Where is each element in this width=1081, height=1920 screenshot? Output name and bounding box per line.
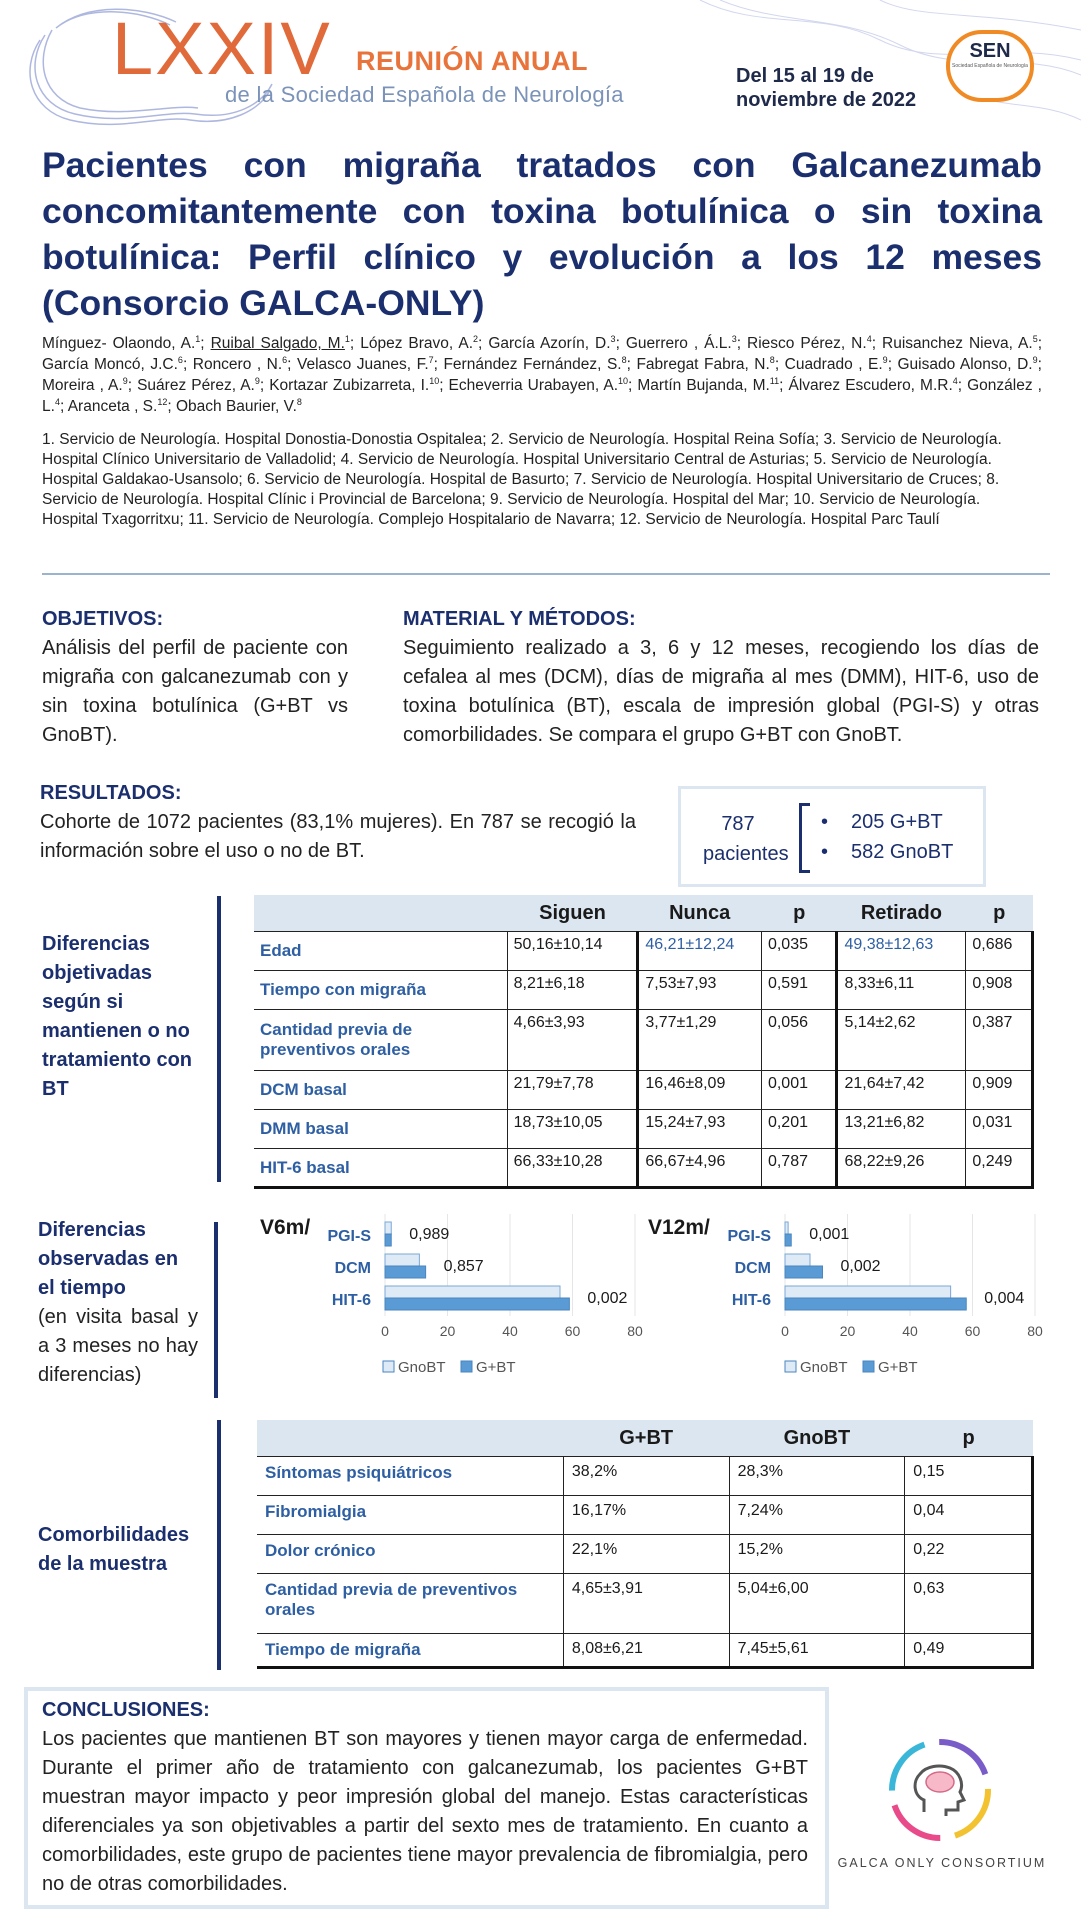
legend-swatch	[863, 1361, 874, 1372]
author-name-text: Ruibal Salgado, M.	[210, 335, 345, 352]
x-tick-label: 40	[502, 1323, 518, 1339]
legend-label: GnoBT	[398, 1359, 446, 1376]
cohort-groups	[821, 807, 953, 867]
table-cell: 5,14±2,62	[837, 1010, 966, 1071]
table-cell: 22,1%	[563, 1535, 729, 1574]
section-bar	[217, 1420, 221, 1670]
row-label: HIT-6 basal	[254, 1149, 507, 1188]
legend-swatch	[461, 1361, 472, 1372]
x-tick-label: 20	[839, 1323, 856, 1339]
bar-gplusbt	[385, 1298, 569, 1310]
table-cell: 15,24±7,93	[638, 1110, 762, 1149]
table1-side-label: Diferencias objetivadas según si mantienen o no tratamiento con BT	[42, 933, 193, 1100]
author-affiliation-number: 12	[157, 396, 168, 407]
table-cell: 8,33±6,11	[837, 971, 966, 1010]
author-affiliation-number: 8	[296, 396, 302, 407]
author-affiliation-number: 4	[952, 375, 958, 386]
author-affiliation-number: 8	[621, 354, 627, 365]
author-affiliation-number: 9	[122, 375, 128, 386]
society-name: de la Sociedad Española de Neurología	[225, 82, 624, 107]
congress-number: LXXIV	[112, 7, 332, 90]
author-affiliation-number: 10	[429, 375, 440, 386]
table-cell: 8,08±6,21	[563, 1634, 729, 1668]
table-cell: 0,056	[761, 1010, 837, 1071]
cohort-box	[678, 786, 986, 887]
author-affiliation-number: 11	[769, 375, 780, 386]
table-cell: 3,77±1,29	[638, 1010, 762, 1071]
bar-gplusbt	[385, 1234, 391, 1246]
author-name	[637, 377, 779, 394]
author-affiliation-number: 5	[1032, 333, 1038, 344]
table-header-cell: p	[761, 895, 837, 932]
metodos-heading: MATERIAL Y MÉTODOS:	[403, 608, 636, 630]
author-name-text: Fernández Fernández, S.	[443, 356, 622, 373]
author-affiliation-number: 1	[344, 333, 350, 344]
p-value-label: 0,989	[409, 1226, 450, 1243]
table-cell: 46,21±12,24	[638, 932, 762, 971]
author-name-text: García Azorín, D.	[488, 335, 611, 352]
resultados-heading: RESULTADOS:	[40, 782, 182, 804]
bar-gplusbt	[785, 1266, 823, 1278]
author-name-text: Moreira , A.	[42, 377, 123, 394]
chart-title: V6m/	[260, 1216, 311, 1239]
category-label: HIT-6	[731, 1292, 771, 1309]
p-value-label: 0,004	[984, 1290, 1025, 1307]
row-label: Tiempo de migraña	[257, 1634, 563, 1668]
table-cell: 16,17%	[563, 1496, 729, 1535]
category-label: DCM	[734, 1260, 771, 1277]
author-affiliation-number: 3	[731, 333, 737, 344]
table-header-cell: GnoBT	[729, 1420, 905, 1457]
bar-gnobt	[385, 1222, 391, 1234]
author-affiliation-number: 2	[473, 333, 479, 344]
author-name	[788, 377, 957, 394]
bt-differences-table	[254, 895, 1034, 1189]
author-name	[42, 356, 183, 373]
bar-gnobt	[785, 1222, 788, 1234]
comorbidities-table	[257, 1420, 1034, 1669]
author-name	[360, 335, 478, 352]
x-tick-label: 0	[381, 1323, 389, 1339]
author-name-text: Riesco Pérez, N.	[747, 335, 867, 352]
author-name-text: Cuadrado , E.	[784, 356, 883, 373]
author-name	[898, 356, 1038, 373]
author-name-text: Mínguez- Olaondo, A.	[42, 335, 196, 352]
x-tick-label: 40	[902, 1323, 918, 1339]
table2-side-label: Comorbilidades de la muestra	[38, 1524, 190, 1575]
author-name-text: Aranceta , S.	[67, 398, 158, 415]
resultados-text: Cohorte de 1072 pacientes (83,1% mujeres). En 787 se recogió la información sobre el uso o no de BT.	[40, 811, 636, 862]
author-name	[137, 377, 260, 394]
table-cell: 21,79±7,78	[507, 1071, 638, 1110]
author-name	[449, 377, 628, 394]
row-label: DCM basal	[254, 1071, 507, 1110]
congress-dates	[736, 64, 916, 112]
category-label: HIT-6	[331, 1292, 371, 1309]
row-label: Fibromialgia	[257, 1496, 563, 1535]
table-cell: 5,04±6,00	[729, 1574, 905, 1634]
row-label: Edad	[254, 932, 507, 971]
author-affiliation-number: 6	[177, 354, 183, 365]
table-cell: 0,001	[761, 1071, 837, 1110]
bullet-icon: •	[821, 811, 829, 833]
author-name	[626, 335, 737, 352]
table-row	[257, 1634, 1033, 1668]
bar-gnobt	[385, 1254, 419, 1266]
sen-logo-subtext: Sociedad Española de Neurología	[952, 63, 1028, 69]
author-name	[882, 335, 1038, 352]
chart-v12m	[643, 1212, 1043, 1397]
x-tick-label: 80	[627, 1323, 643, 1339]
bar-gnobt	[785, 1254, 810, 1266]
table-cell: 0,04	[905, 1496, 1033, 1535]
table-cell: 7,24%	[729, 1496, 905, 1535]
author-name	[176, 398, 302, 415]
table-cell: 21,64±7,42	[837, 1071, 966, 1110]
table-header-cell	[257, 1420, 563, 1457]
consortium-name: GALCA ONLY CONSORTIUM	[837, 1856, 1047, 1870]
chart-v6m	[255, 1212, 645, 1397]
section-divider	[42, 573, 1050, 575]
chart-title: V12m/	[648, 1216, 710, 1239]
cohort-group-label: 582 GnoBT	[851, 841, 954, 863]
table-row	[257, 1535, 1033, 1574]
table-cell: 8,21±6,18	[507, 971, 638, 1010]
objetivos-heading: OBJETIVOS:	[42, 608, 164, 630]
bar-gplusbt	[785, 1234, 791, 1246]
p-value-label: 0,857	[443, 1258, 484, 1275]
author-name	[443, 356, 626, 373]
table-cell: 0,15	[905, 1457, 1033, 1496]
metodos-text: Seguimiento realizado a 3, 6 y 12 meses, recogiendo los días de cefalea al mes (DCM), días de migraña al mes (DMM), HIT-6, uso de toxina botulínica (BT), escala de impresión global (PGI-S) y otras comorbilidades. Se compara el grupo G+BT con GnoBT.	[403, 637, 1039, 746]
legend-swatch	[785, 1361, 796, 1372]
table-row	[254, 1071, 1033, 1110]
author-name	[211, 335, 350, 352]
author-name-text: Guisado Alonso, D.	[897, 356, 1033, 373]
table-header-cell: Retirado	[837, 895, 966, 932]
table-cell: 49,38±12,63	[837, 932, 966, 971]
charts-side-label-note: (en visita basal y a 3 meses no hay diferencias)	[38, 1306, 198, 1386]
conclusiones-text: Los pacientes que mantienen BT son mayores y tienen mayor carga de enfermedad. Durante el primer año de tratamiento con galcanezumab, los pacientes G+BT muestran mayor impacto y peor impresión global del manejo. Estas características diferenciales ya son objetivables a partir del sexto mes de tratamiento. En cuanto a comorbilidades, este grupo de pacientes tiene mayor prevalencia de fibromialgia, pero no de otras comorbilidades.	[42, 1728, 808, 1895]
bar-gplusbt	[785, 1298, 966, 1310]
table-cell: 18,73±10,05	[507, 1110, 638, 1149]
table-cell: 0,909	[966, 1071, 1033, 1110]
cohort-group-item	[821, 837, 953, 867]
table-header-cell: G+BT	[563, 1420, 729, 1457]
table-cell: 0,249	[966, 1149, 1033, 1188]
author-name-text: Echeverria Urabayen, A.	[448, 377, 619, 394]
galca-brain-logo-icon	[880, 1730, 1000, 1850]
legend-label: G+BT	[878, 1359, 918, 1376]
p-value-label: 0,002	[840, 1258, 881, 1275]
dates-line-2: noviembre de 2022	[736, 89, 917, 111]
p-value-label: 0,002	[587, 1290, 628, 1307]
affiliations: 1. Servicio de Neurología. Hospital Donostia-Donostia Ospitalea; 2. Servicio de Neurología. Hospital Reina Sofía; 3. Servicio de Neurología. Hospital Clínico Universitario de Valladolid; 4. Servicio de Neurología. Hospital Universitario Central de Asturias; 5. Servicio de Neurología. Hospital Galdakao-Usansolo; 6. Servicio de Neurología. Hospital de Basurto; 7. Servicio de Neurología. Hospital Universitario de Cruces; 8. Servicio de Neurología. Hospital Clínic i Provincial de Barcelona; 9. Servicio de Neurología. Hospital del Mar; 10. Servicio de Neurología. Hospital Txagorritxu; 11. Servicio de Neurología. Complejo Hospitalario de Navarra; 12. Servicio de Neurología. Hospital Parc Taulí	[42, 431, 1002, 528]
table-row	[257, 1457, 1033, 1496]
sen-logo	[946, 30, 1034, 102]
table-cell: 15,2%	[729, 1535, 905, 1574]
author-name	[636, 356, 774, 373]
table-cell: 7,45±5,61	[729, 1634, 905, 1668]
author-name-text: Kortazar Zubizarreta, I.	[269, 377, 430, 394]
table-cell: 0,035	[761, 932, 837, 971]
table-cell: 28,3%	[729, 1457, 905, 1496]
author-affiliation-number: 4	[866, 333, 872, 344]
category-label: PGI-S	[727, 1228, 771, 1245]
author-name-text: Martín Bujanda, M.	[637, 377, 770, 394]
table-cell: 68,22±9,26	[837, 1149, 966, 1188]
author-name	[488, 335, 615, 352]
cohort-number: 787	[721, 813, 755, 835]
author-name-text: Roncero , N.	[192, 356, 283, 373]
author-affiliation-number: 4	[54, 396, 60, 407]
section-bar	[214, 1222, 218, 1398]
table-row	[254, 1010, 1033, 1071]
author-affiliation-number: 8	[769, 354, 775, 365]
row-label: Cantidad previa de preventivos orales	[254, 1010, 507, 1071]
author-name	[42, 335, 200, 352]
congress-name: REUNIÓN ANUAL	[356, 46, 588, 76]
table-cell: 38,2%	[563, 1457, 729, 1496]
table-row	[254, 1110, 1033, 1149]
author-name-text: González , L.	[42, 377, 1042, 415]
dates-line-1: Del 15 al 19 de	[736, 65, 874, 87]
row-label: Tiempo con migraña	[254, 971, 507, 1010]
table-header-cell	[254, 895, 507, 932]
x-tick-label: 60	[964, 1323, 981, 1339]
author-affiliation-number: 9	[1032, 354, 1038, 365]
cohort-label: pacientes	[703, 843, 789, 865]
x-tick-label: 0	[781, 1323, 789, 1339]
author-affiliation-number: 9	[882, 354, 888, 365]
table-header-row	[254, 895, 1033, 932]
row-label: Dolor crónico	[257, 1535, 563, 1574]
table-cell: 0,686	[966, 932, 1033, 971]
table-cell: 0,591	[761, 971, 837, 1010]
author-name-text: Obach Baurier, V.	[175, 398, 297, 415]
table-row	[257, 1574, 1033, 1634]
author-name-text: Ruisanchez Nieva, A.	[882, 335, 1033, 352]
table-row	[254, 1149, 1033, 1188]
table-cell: 16,46±8,09	[638, 1071, 762, 1110]
charts-side-label	[38, 1216, 198, 1390]
cohort-group-label: 205 G+BT	[851, 811, 943, 833]
table-cell: 13,21±6,82	[837, 1110, 966, 1149]
charts-side-label-bold: Diferencias observadas en el tiempo	[38, 1219, 179, 1299]
cohort-group-item	[821, 807, 953, 837]
table-header-cell: p	[966, 895, 1033, 932]
table-row	[257, 1496, 1033, 1535]
row-label: Síntomas psiquiátricos	[257, 1457, 563, 1496]
author-name-text: García Moncó, J.C.	[42, 356, 178, 373]
bracket-icon	[799, 803, 810, 873]
author-name-text: López Bravo, A.	[360, 335, 473, 352]
row-label: Cantidad previa de preventivos orales	[257, 1574, 563, 1634]
bar-gnobt	[385, 1286, 560, 1298]
table-cell: 0,787	[761, 1149, 837, 1188]
table-cell: 0,22	[905, 1535, 1033, 1574]
cohort-count	[703, 809, 789, 869]
author-name-text: Velasco Juanes, F.	[296, 356, 429, 373]
x-tick-label: 60	[564, 1323, 581, 1339]
table-cell: 0,63	[905, 1574, 1033, 1634]
table-header-cell: Siguen	[507, 895, 638, 932]
bullet-icon: •	[821, 841, 829, 863]
table-cell: 7,53±7,93	[638, 971, 762, 1010]
author-name	[193, 356, 287, 373]
author-name	[269, 377, 439, 394]
sen-logo-text: SEN	[969, 40, 1011, 62]
table-cell: 4,65±3,91	[563, 1574, 729, 1634]
author-name	[747, 335, 872, 352]
author-affiliation-number: 3	[610, 333, 616, 344]
conclusiones-box	[24, 1687, 829, 1909]
poster-title: Pacientes con migraña tratados con Galcanezumab concomitantemente con toxina botulínica o sin toxina botulínica: Perfil clínico y evolución a los 12 meses (Consorcio GALCA-ONLY)	[42, 145, 1042, 323]
author-name	[785, 356, 888, 373]
legend-label: G+BT	[476, 1359, 516, 1376]
table-row	[254, 971, 1033, 1010]
conclusiones-heading: CONCLUSIONES:	[42, 1699, 210, 1721]
table-header-cell: Nunca	[638, 895, 762, 932]
author-name	[68, 398, 168, 415]
table-header-row	[257, 1420, 1033, 1457]
author-affiliation-number: 1	[195, 333, 201, 344]
objetivos-text: Análisis del perfil de paciente con migraña con galcanezumab con y sin toxina botulínica (G+BT vs GnoBT).	[42, 637, 348, 746]
table-cell: 50,16±10,14	[507, 932, 638, 971]
author-name	[297, 356, 434, 373]
author-affiliation-number: 7	[428, 354, 434, 365]
table-cell: 0,201	[761, 1110, 837, 1149]
row-label: DMM basal	[254, 1110, 507, 1149]
author-affiliation-number: 6	[282, 354, 288, 365]
author-name-text: Fabregat Fabra, N.	[636, 356, 770, 373]
table-cell: 66,33±10,28	[507, 1149, 638, 1188]
bar-gplusbt	[385, 1266, 426, 1278]
author-affiliation-number: 10	[618, 375, 629, 386]
category-label: PGI-S	[327, 1228, 371, 1245]
author-affiliation-number: 9	[254, 375, 260, 386]
author-name-text: Suárez Pérez, A.	[137, 377, 255, 394]
table-cell: 0,031	[966, 1110, 1033, 1149]
table-header-cell: p	[905, 1420, 1033, 1457]
legend-label: GnoBT	[800, 1359, 848, 1376]
table-row	[254, 932, 1033, 971]
table-cell: 0,908	[966, 971, 1033, 1010]
bar-gnobt	[785, 1286, 951, 1298]
author-name-text: Álvarez Escudero, M.R.	[788, 377, 953, 394]
x-tick-label: 80	[1027, 1323, 1043, 1339]
congress-header	[0, 0, 1081, 135]
section-bar	[217, 896, 221, 1182]
table-cell: 4,66±3,93	[507, 1010, 638, 1071]
author-name	[42, 377, 128, 394]
table-cell: 0,49	[905, 1634, 1033, 1668]
table-cell: 0,387	[966, 1010, 1033, 1071]
author-list: Mínguez- Olaondo, A.$^1$; Ruibal Salgado, M.$^1$; López Bravo, A.$^2$; García Azorín, D.$^3$; Guerrero , Á.L.$^3$; Riesco Pérez, N.$^4$; Ruisanchez Nieva, A.$^5$; García Moncó, J.C.$^6$; Roncero , N.$^6$; Velasco Juanes, F.$^7$; Fernández Fernández, S.$^8$; Fabregat Fabra, N.$^8$; Cuadrado , E.$^9$; Guisado Alonso, D.$^9$; Moreira , A.$^9$; Suárez Pérez, A.$^9$; Kortazar Zubizarreta, I.$^{10}$; Echeverria Urabayen, A.$^{10}$; Martín Bujanda, M.$^{11}$; Álvarez Escudero, M.R.$^4$; González , L.$^4$; Aranceta , S.$^{12}$; Obach Baurier, V.$^8$	[42, 333, 1043, 415]
category-label: DCM	[334, 1260, 371, 1277]
legend-swatch	[383, 1361, 394, 1372]
p-value-label: 0,001	[809, 1226, 850, 1243]
table-cell: 66,67±4,96	[638, 1149, 762, 1188]
author-name-text: Guerrero , Á.L.	[625, 335, 732, 352]
x-tick-label: 20	[439, 1323, 456, 1339]
